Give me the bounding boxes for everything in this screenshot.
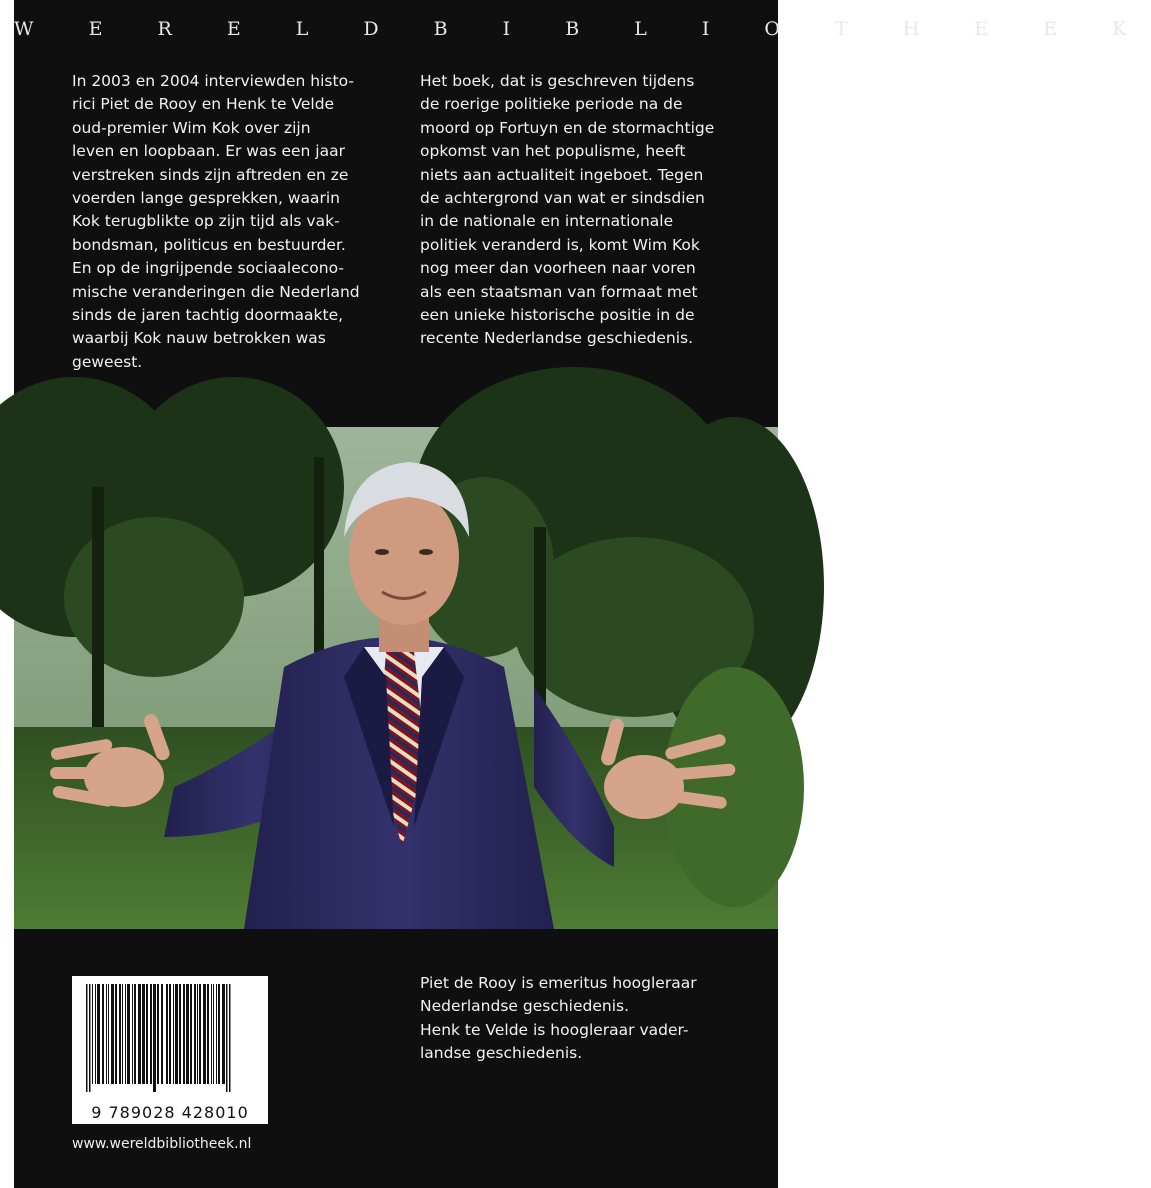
barcode-bar <box>106 984 107 1084</box>
barcode-bar <box>186 984 189 1084</box>
barcode-bars <box>72 976 268 1096</box>
blurb-line: moord op Fortuyn en de stormachtige <box>420 118 715 137</box>
blurb-line: recente Nederlandse geschiedenis. <box>420 329 694 348</box>
blurb-line: politiek veranderd is, komt Wim Kok <box>420 235 700 254</box>
author-bio-line: Henk te Velde is hoogleraar vader- <box>420 1020 689 1039</box>
barcode-bar <box>213 984 214 1084</box>
barcode-bar <box>127 984 130 1084</box>
barcode-bar <box>161 984 163 1084</box>
blurb-line: sinds de jaren tachtig doormaakte, <box>72 306 344 325</box>
barcode-bar <box>86 984 88 1092</box>
barcode-bar <box>122 984 123 1084</box>
barcode-bar <box>169 984 171 1084</box>
barcode-bar <box>95 984 96 1084</box>
blurb-line: En op de ingrijpende sociaalecono- <box>72 259 344 278</box>
blurb-line: Het boek, dat is geschreven tijdens <box>420 72 695 90</box>
barcode-bar <box>102 984 104 1084</box>
publisher-brand: W E R E L D B I B L I O T H E E K <box>14 18 1151 40</box>
barcode-bar <box>226 984 228 1092</box>
barcode-bar <box>153 984 156 1092</box>
barcode-bar <box>173 984 174 1084</box>
barcode-bar <box>132 984 133 1084</box>
author-bio-line: Piet de Rooy is emeritus hoogleraar <box>420 974 697 992</box>
barcode-bar <box>108 984 109 1084</box>
blurb-line: de achtergrond van wat er sindsdien <box>420 189 705 208</box>
barcode-bar <box>199 984 201 1084</box>
barcode-bar <box>179 984 181 1084</box>
blurb-line: als een staatsman van formaat met <box>420 282 698 301</box>
barcode-bar <box>115 984 117 1084</box>
author-bio-line: landse geschiedenis. <box>420 1044 583 1063</box>
barcode-bar <box>218 984 220 1084</box>
blurb-line: een unieke historische positie in de <box>420 306 695 325</box>
barcode-bar <box>146 984 148 1084</box>
barcode-bar <box>166 984 168 1084</box>
blurb-line: verstreken sinds zijn aftreden en ze <box>72 165 349 184</box>
author-portrait-photo <box>14 427 778 929</box>
barcode-bar <box>134 984 136 1084</box>
barcode-bar <box>197 984 198 1084</box>
blurb-line: in de nationale en internationale <box>420 212 674 231</box>
blurb-line: Kok terugblikte op zijn tijd als vak- <box>72 212 340 231</box>
barcode-bar <box>216 984 217 1084</box>
barcode-bar <box>211 984 212 1084</box>
blurb-line: nog meer dan voorheen naar voren <box>420 259 696 278</box>
blurb-line: de roerige politieke periode na de <box>420 95 683 114</box>
barcode-bar <box>150 984 152 1084</box>
blurb-line: waarbij Kok nauw betrokken was <box>72 329 326 348</box>
author-bios <box>420 972 740 1066</box>
barcode-bar <box>125 984 126 1084</box>
barcode-bar <box>157 984 159 1084</box>
barcode-bar <box>138 984 141 1084</box>
blurb-line: In 2003 en 2004 interviewden histo- <box>72 72 354 90</box>
blurb-line: niets aan actualiteit ingeboet. Tegen <box>420 165 704 184</box>
barcode-bar <box>142 984 145 1084</box>
barcode-bar <box>207 984 209 1084</box>
author-bio-line: Nederlandse geschiedenis. <box>420 997 630 1016</box>
book-back-cover <box>14 0 1151 1188</box>
blurb-line: mische veranderingen die Nederland <box>72 282 360 301</box>
barcode-bar <box>111 984 114 1084</box>
blurb-line: voerden lange gesprekken, waarin <box>72 189 340 208</box>
barcode-bar <box>183 984 185 1084</box>
barcode-bar <box>89 984 91 1092</box>
barcode-bar <box>222 984 225 1084</box>
isbn-number: 9 789028 428010 <box>91 1103 249 1122</box>
blurb-line: rici Piet de Rooy en Henk te Velde <box>72 95 335 114</box>
barcode-bar <box>229 984 231 1092</box>
blurb-right-column <box>420 70 740 351</box>
publisher-website-link[interactable]: www.wereldbibliotheek.nl <box>72 1136 252 1152</box>
blurb-line: oud-premier Wim Kok over zijn <box>72 118 311 137</box>
blurb-line: geweest. <box>72 352 143 371</box>
barcode-bar <box>119 984 121 1084</box>
barcode-bar <box>190 984 192 1084</box>
barcode-bar <box>97 984 100 1084</box>
blurb-line: opkomst van het populisme, heeft <box>420 142 686 161</box>
blurb-line: leven en loopbaan. Er was een jaar <box>72 142 345 161</box>
blurb-left-column <box>72 70 392 374</box>
blurb-line: bondsman, politicus en bestuurder. <box>72 235 346 254</box>
barcode-bar <box>194 984 196 1084</box>
barcode-bar <box>92 984 93 1084</box>
isbn-barcode <box>72 976 268 1124</box>
barcode-bar <box>203 984 206 1084</box>
barcode-bar <box>175 984 178 1084</box>
